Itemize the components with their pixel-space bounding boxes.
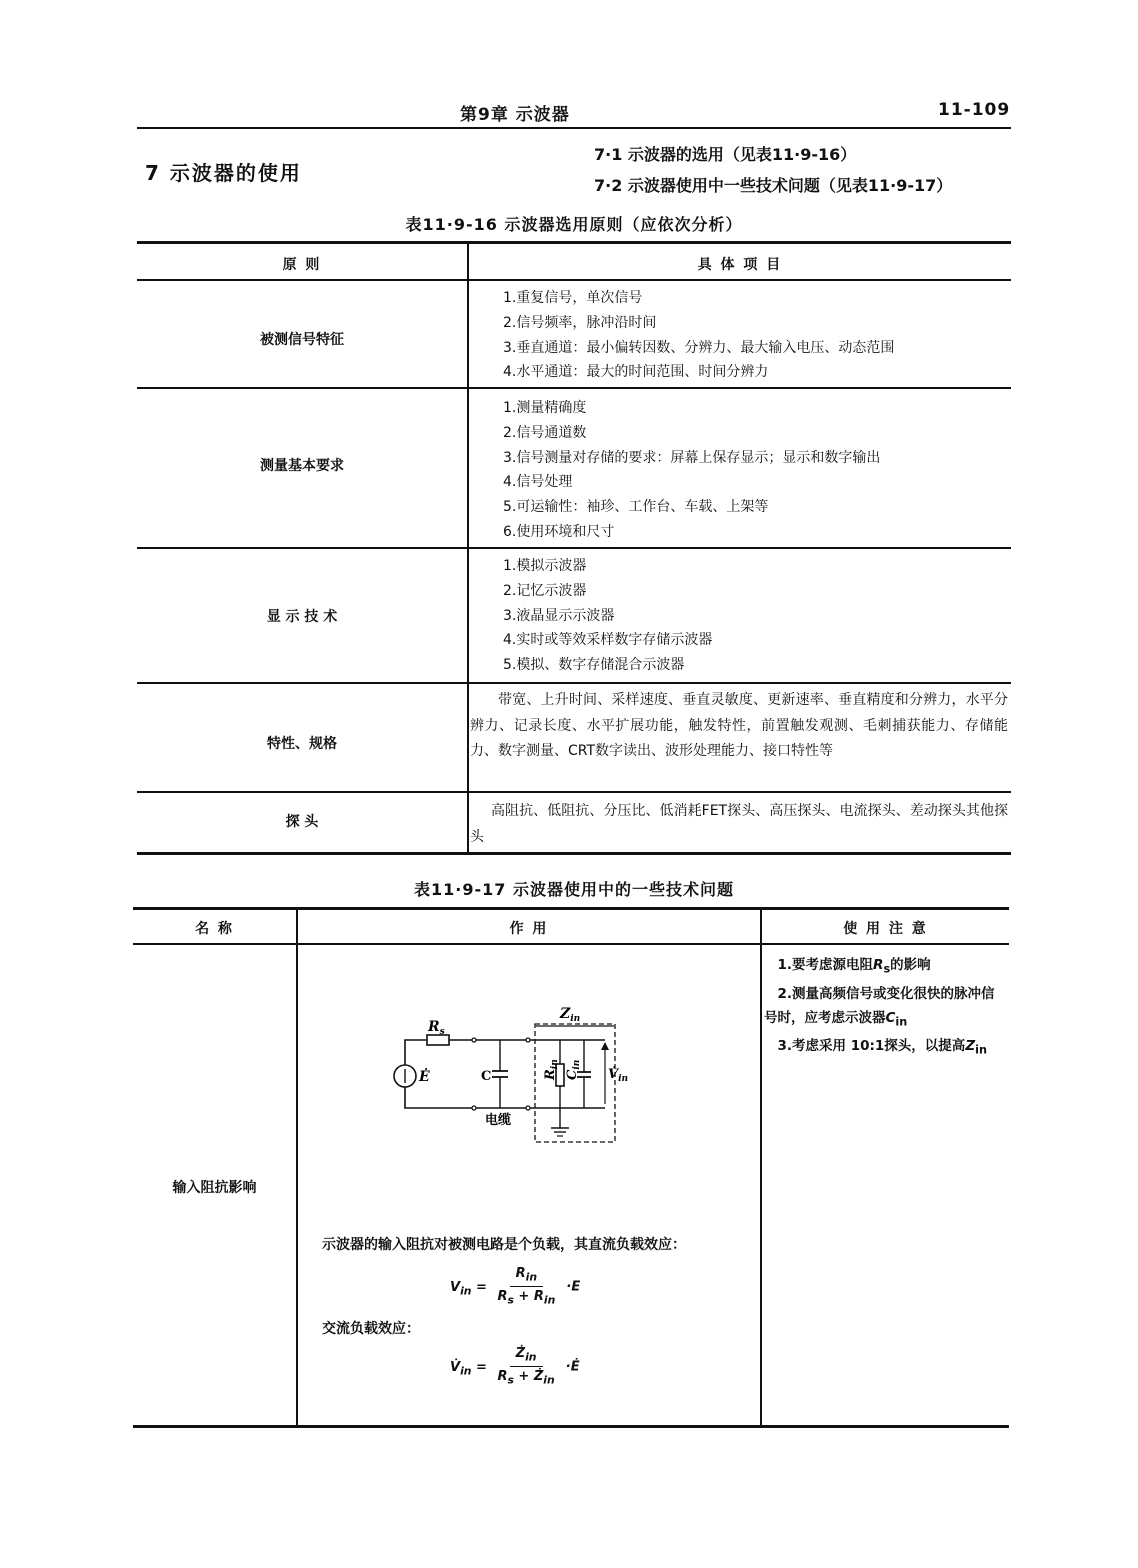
list-item: 1.测量精确度 xyxy=(503,400,587,416)
table-17-divider-2 xyxy=(760,910,762,1426)
eq1-lhs: $V_{in}$ = xyxy=(450,1279,492,1298)
table-17-col-notes: 使 用 注 意 xyxy=(843,921,928,937)
subsection-7-1: 7·1 示波器的选用（见表11·9-16） xyxy=(594,145,857,164)
row-divider xyxy=(137,791,1011,793)
table-17-caption: 表11·9-17 示波器使用中的一些技术问题 xyxy=(414,880,734,899)
list-item: 2.记忆示波器 xyxy=(503,582,587,599)
input-impedance-circuit-diagram xyxy=(380,1000,640,1150)
ac-loading-equation: $V̇_{in}$ = $\frac{Ż_{in}}{R_s + Ż_{in}}$ ·Ė xyxy=(450,1346,580,1387)
table-16-header-rule xyxy=(137,279,1011,281)
row-divider xyxy=(137,547,1011,549)
table-17-bottom-rule xyxy=(133,1425,1009,1428)
table-16-row-label: 被测信号特征 xyxy=(260,332,344,348)
usage-notes xyxy=(764,953,1007,1063)
list-item: 1.模拟示波器 xyxy=(503,558,587,574)
list-item: 2.信号频率，脉冲沿时间 xyxy=(503,314,657,331)
table-16-row-items xyxy=(503,396,880,545)
list-item: 3.信号测量对存储的要求：屏幕上保存显示；显示和数字输出 xyxy=(503,449,881,466)
table-17-col-name: 名 称 xyxy=(195,921,234,937)
table-16-column-divider xyxy=(467,244,469,853)
note-item: 3.考虑采用 10:1探头，以提高$Z_{in}$ xyxy=(777,1038,987,1058)
section-title: 7 示波器的使用 xyxy=(145,161,302,185)
table-16-col-principle: 原 则 xyxy=(282,257,322,273)
rs-label: $R_s$ xyxy=(428,1019,445,1037)
chapter-header: 第9章 示波器 xyxy=(460,105,570,125)
vin-label: $V̇_{in}$ xyxy=(608,1067,629,1084)
ac-loading-text: 交流负载效应： xyxy=(322,1321,420,1337)
table-16-row-text: 高阻抗、低阻抗、分压比、低消耗FET探头、高压探头、电流探头、差动探头其他探头 xyxy=(470,803,1008,845)
dc-loading-equation: $V_{in}$ = $\frac{R_{in}}{R_s + R_{in}}$ ·E xyxy=(450,1266,581,1307)
list-item: 4.实时或等效采样数字存储示波器 xyxy=(503,632,713,649)
table-16-row-label: 测量基本要求 xyxy=(260,458,344,474)
list-item: 2.信号通道数 xyxy=(503,424,587,441)
table-16-row-label: 特性、规格 xyxy=(267,736,337,752)
table-16-row-label: 显 示 技 术 xyxy=(266,609,338,625)
dc-loading-text: 示波器的输入阻抗对被测电路是个负载，其直流负载效应： xyxy=(322,1237,686,1253)
table-16-col-items: 具 体 项 目 xyxy=(697,257,783,273)
zin-label: $Z_{in}$ xyxy=(560,1006,581,1024)
list-item: 3.垂直通道：最小偏转因数、分辨力、最大输入电压、动态范围 xyxy=(503,339,895,356)
table-16-row-label: 探 头 xyxy=(285,814,319,830)
row-divider xyxy=(137,387,1011,389)
cable-label: 电缆 xyxy=(485,1113,512,1128)
eq1-fraction: $\frac{R_{in}}{R_s + R_{in}}$ xyxy=(497,1266,556,1307)
list-item: 5.可运输性：袖珍、工作台、车载、上架等 xyxy=(503,499,769,516)
table-16-row-items xyxy=(503,286,894,385)
header-rule xyxy=(137,127,1011,129)
cable-capacitance-label: C xyxy=(481,1069,492,1084)
list-item: 4.水平通道：最大的时间范围、时间分辨力 xyxy=(503,364,769,381)
eq2-lhs: $V̇_{in}$ = xyxy=(450,1359,492,1378)
table-16-row-text: 带宽、上升时间、采样速度、垂直灵敏度、更新速率、垂直精度和分辨力，水平分辨力、记录长度、水平扩展功能，触发特性，前置触发观测、毛刺捕获能力、存储能力、数字测量、CRT数字读出、波形处理能力、接口特性等 xyxy=(470,692,1008,759)
page-number: 11-109 xyxy=(938,100,1011,120)
row-divider xyxy=(137,682,1011,684)
table-17-header-rule xyxy=(133,943,1009,945)
table-16-caption: 表11·9-16 示波器选用原则（应依次分析） xyxy=(405,215,743,234)
list-item: 5.模拟、数字存储混合示波器 xyxy=(503,657,685,674)
table-16-row-items xyxy=(503,554,712,678)
rin-label: $R_{in}$ xyxy=(543,1059,560,1080)
table-16-bottom-rule xyxy=(137,852,1011,855)
source-label: Ė xyxy=(419,1069,430,1085)
source-resistor-symbol xyxy=(427,1035,449,1045)
note-item: 2.测量高频信号或变化很快的脉冲信号时，应考虑示波器$C_{in}$ xyxy=(764,985,995,1029)
list-item: 3.液晶显示示波器 xyxy=(503,607,615,624)
list-item: 4.信号处理 xyxy=(503,474,573,491)
list-item: 1.重复信号，单次信号 xyxy=(503,290,643,306)
eq2-fraction: $\frac{Ż_{in}}{R_s + Ż_{in}}$ xyxy=(497,1346,555,1387)
table-17-top-rule xyxy=(133,907,1009,910)
cin-label: $C_{in}$ xyxy=(565,1059,582,1080)
table-17-divider-1 xyxy=(296,910,298,1426)
note-item: 1.要考虑源电阻$R_s$的影响 xyxy=(777,957,931,976)
oscilloscope-input-box xyxy=(535,1024,615,1142)
table-17-col-function: 作 用 xyxy=(509,921,549,937)
table-16-top-rule xyxy=(137,241,1011,244)
list-item: 6.使用环境和尺寸 xyxy=(503,523,615,540)
row-name: 输入阻抗影响 xyxy=(172,1180,257,1196)
subsection-7-2: 7·2 示波器使用中一些技术问题（见表11·9-17） xyxy=(594,176,953,195)
